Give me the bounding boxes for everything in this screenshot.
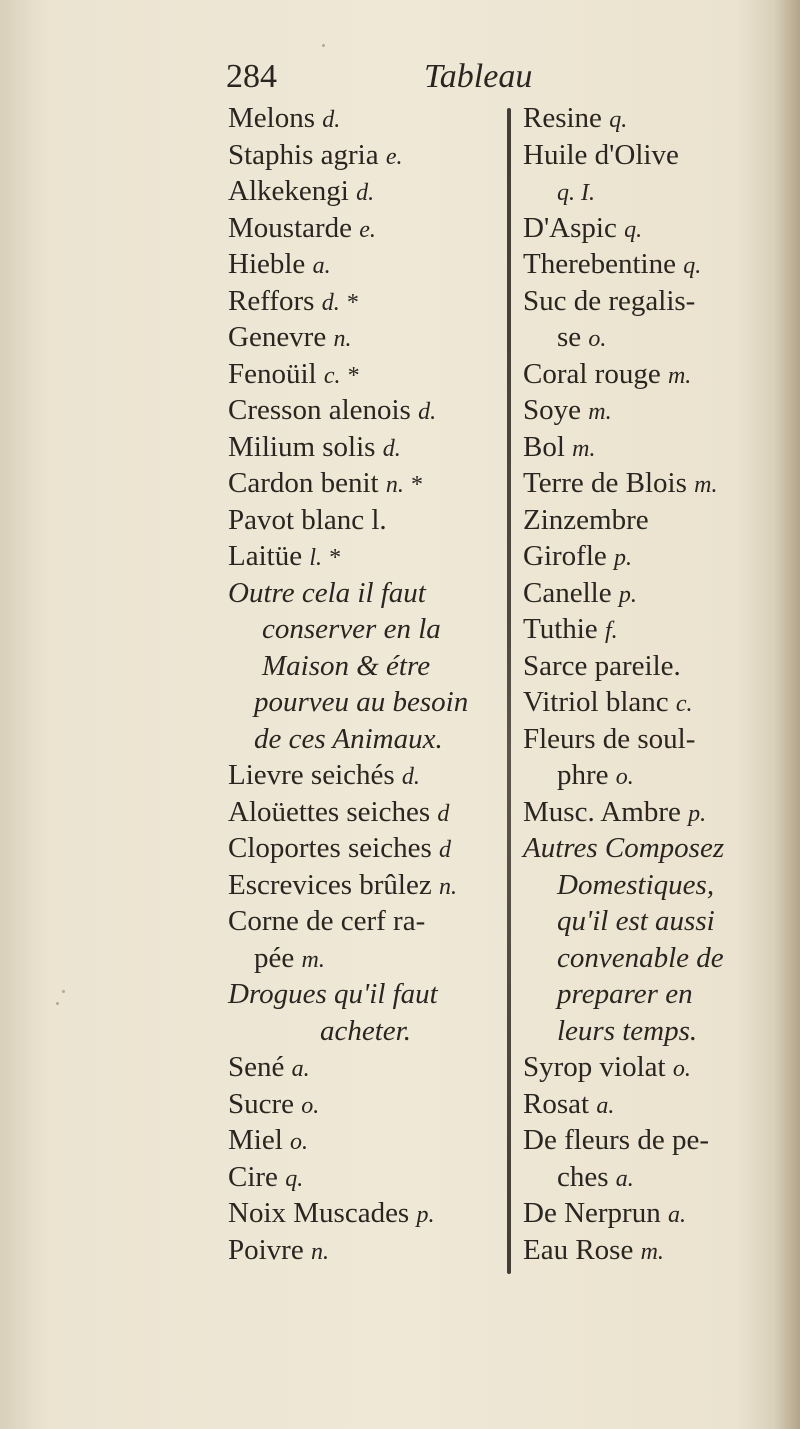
supplier-mark: d. <box>418 399 437 425</box>
entry-text: Cloportes seiches <box>228 832 440 864</box>
entry-text: Syrop violat <box>523 1051 673 1083</box>
entry-text: Fenoüil <box>228 357 324 390</box>
right-entry <box>523 1013 793 1050</box>
entry-text: Eau Rose <box>523 1233 641 1266</box>
supplier-mark: n. <box>310 1238 329 1265</box>
right-entry <box>523 1122 793 1159</box>
entry-text: Corne de cerf ra- <box>228 905 426 937</box>
supplier-mark: d. <box>401 764 420 790</box>
entry-text: preparer en <box>557 978 693 1010</box>
supplier-mark: q. I. <box>557 180 595 206</box>
entry-text: Vitriol blanc <box>523 686 676 718</box>
entry-text: phre <box>557 759 616 791</box>
entry-text: Terre de Blois <box>523 467 695 499</box>
entry-text: Miel <box>228 1124 291 1156</box>
left-entry <box>228 757 503 794</box>
entry-text: Bol <box>523 430 573 463</box>
paper-speck <box>62 990 65 993</box>
entry-text: se <box>557 321 589 353</box>
entry-text: ches <box>557 1160 616 1193</box>
entry-text: Cardon benit <box>228 467 386 499</box>
right-entry <box>523 465 793 502</box>
supplier-mark: q. <box>624 216 643 243</box>
supplier-mark: m. <box>301 946 325 973</box>
left-entry <box>228 137 503 174</box>
entry-text: Escrevices brûlez <box>228 868 439 901</box>
supplier-mark: d. <box>382 435 401 462</box>
right-entry <box>523 246 793 283</box>
right-entry <box>523 538 793 575</box>
right-entry <box>523 137 793 174</box>
entry-text: Genevre <box>228 321 334 353</box>
supplier-mark: o. <box>588 326 607 352</box>
left-entry <box>228 794 503 831</box>
left-entry <box>228 356 503 393</box>
entry-text: Cire <box>228 1160 286 1193</box>
left-column <box>228 100 503 1268</box>
right-entry <box>523 575 793 612</box>
entry-text: Rosat <box>523 1087 597 1120</box>
entry-text: Laitüe <box>228 540 310 572</box>
entry-text: conserver en la <box>262 613 441 645</box>
entry-text: Tuthie <box>523 613 605 645</box>
left-entry <box>228 1232 503 1269</box>
entry-text: Outre cela il faut <box>228 576 426 609</box>
supplier-mark: d <box>437 800 450 827</box>
supplier-mark: n. <box>333 326 352 352</box>
left-entry <box>228 1159 503 1196</box>
supplier-mark: p. <box>618 581 637 608</box>
left-entry <box>228 648 503 685</box>
right-entry <box>523 392 793 429</box>
left-entry <box>228 100 503 137</box>
right-entry <box>523 100 793 137</box>
left-entry <box>228 210 503 247</box>
entry-text: Milium solis <box>228 430 383 463</box>
right-entry <box>523 794 793 831</box>
supplier-mark: d. * <box>321 289 358 316</box>
left-entry <box>228 903 503 940</box>
supplier-mark: c. <box>675 691 693 717</box>
supplier-mark: p. <box>416 1202 435 1228</box>
supplier-mark: f. <box>604 618 618 644</box>
supplier-mark: d. <box>322 107 341 133</box>
supplier-mark: o. <box>301 1092 320 1119</box>
entry-text: pée <box>254 941 302 974</box>
left-entry <box>228 283 503 320</box>
right-entry <box>523 757 793 794</box>
left-entry <box>228 392 503 429</box>
right-entry <box>523 648 793 685</box>
entry-text: Sarce pareile. <box>523 649 681 682</box>
supplier-mark: e. <box>385 143 403 170</box>
right-entry <box>523 940 793 977</box>
supplier-mark: a. <box>667 1202 686 1228</box>
supplier-mark: p. <box>688 800 707 827</box>
right-entry <box>523 867 793 904</box>
entry-text: pourveu au besoin <box>254 686 469 718</box>
right-entry <box>523 903 793 940</box>
entry-text: Pavot blanc l. <box>228 503 387 536</box>
supplier-mark: a. <box>615 1165 634 1192</box>
entry-text: Noix Muscades <box>228 1197 417 1229</box>
entry-text: Moustarde <box>228 211 360 244</box>
left-entry <box>228 1013 503 1050</box>
left-entry <box>228 538 503 575</box>
right-entry <box>523 1159 793 1196</box>
right-entry <box>523 1049 793 1086</box>
supplier-mark: a. <box>312 253 331 279</box>
entry-text: Musc. Ambre <box>523 795 689 828</box>
supplier-mark: p. <box>614 545 632 571</box>
entry-text: Resine <box>523 102 610 134</box>
left-entry <box>228 246 503 283</box>
right-entry <box>523 1232 793 1269</box>
entry-text: Alkekengi <box>228 175 357 207</box>
left-entry <box>228 830 503 867</box>
left-entry <box>228 611 503 648</box>
entry-text: Melons <box>228 102 323 134</box>
entry-text: leurs temps. <box>557 1014 698 1047</box>
right-entry <box>523 319 793 356</box>
supplier-mark: d <box>439 837 452 863</box>
right-entry <box>523 502 793 539</box>
paper-speck <box>56 1002 59 1005</box>
supplier-mark: m. <box>588 399 612 425</box>
left-entry <box>228 1122 503 1159</box>
entry-text: Aloüettes seiches <box>228 795 438 828</box>
supplier-mark: o. <box>615 764 634 790</box>
right-entry <box>523 1086 793 1123</box>
supplier-mark: m. <box>572 435 596 462</box>
left-entry <box>228 976 503 1013</box>
right-entry <box>523 976 793 1013</box>
left-entry <box>228 465 503 502</box>
left-entry <box>228 502 503 539</box>
entry-text: Zinzembre <box>523 503 649 536</box>
supplier-mark: m. <box>694 472 718 498</box>
supplier-mark: l. * <box>309 545 340 571</box>
entry-text: Huile d'Olive <box>523 138 679 171</box>
right-entry <box>523 1195 793 1232</box>
supplier-mark: o. <box>672 1056 691 1082</box>
left-entry <box>228 684 503 721</box>
entry-text: Soye <box>523 394 589 426</box>
right-entry <box>523 830 793 867</box>
paper-speck <box>322 44 325 47</box>
right-entry <box>523 283 793 320</box>
entry-text: acheter. <box>320 1014 411 1047</box>
left-entry <box>228 1049 503 1086</box>
supplier-mark: d. <box>356 180 375 206</box>
entry-text: Staphis agria <box>228 138 386 171</box>
supplier-mark: a. <box>596 1092 615 1119</box>
entry-text: Autres Composez <box>523 832 725 864</box>
right-entry <box>523 356 793 393</box>
entry-text: qu'il est aussi <box>557 905 715 937</box>
right-entry <box>523 611 793 648</box>
entry-text: Sené <box>228 1051 292 1083</box>
entry-text: Maison & étre <box>262 649 431 682</box>
entry-text: Domestiques, <box>557 868 715 901</box>
supplier-mark: o. <box>290 1129 309 1155</box>
entry-text: convenable de <box>557 941 724 974</box>
supplier-mark: a. <box>291 1056 310 1082</box>
entry-text: Suc de regalis- <box>523 284 696 317</box>
supplier-mark: q. <box>609 107 628 133</box>
left-entry <box>228 173 503 210</box>
entry-text: De fleurs de pe- <box>523 1124 709 1156</box>
supplier-mark: q. <box>683 253 702 279</box>
left-entry <box>228 429 503 466</box>
supplier-mark: n. * <box>385 472 422 498</box>
entry-text: Lievre seichés <box>228 759 402 791</box>
left-entry <box>228 721 503 758</box>
left-entry <box>228 940 503 977</box>
right-entry <box>523 721 793 758</box>
running-title: Tableau <box>424 58 533 95</box>
column-divider-rule <box>507 108 511 1274</box>
entry-text: De Nerprun <box>523 1197 668 1229</box>
entry-text: Cresson alenois <box>228 394 419 426</box>
page-number: 284 <box>226 58 277 95</box>
entry-text: de ces Animaux. <box>254 722 443 755</box>
entry-text: Canelle <box>523 576 619 609</box>
right-entry <box>523 210 793 247</box>
left-entry <box>228 319 503 356</box>
supplier-mark: c. * <box>323 362 359 389</box>
entry-text: Fleurs de soul- <box>523 722 696 755</box>
entry-text: Coral rouge <box>523 357 668 390</box>
supplier-mark: n. <box>438 873 457 900</box>
left-entry <box>228 1195 503 1232</box>
supplier-mark: m. <box>640 1238 664 1265</box>
left-entry <box>228 575 503 612</box>
right-column <box>523 100 793 1268</box>
right-entry <box>523 684 793 721</box>
entry-text: D'Aspic <box>523 211 625 244</box>
entry-text: Poivre <box>228 1233 311 1266</box>
left-entry <box>228 867 503 904</box>
supplier-mark: e. <box>359 216 376 243</box>
right-entry <box>523 173 793 210</box>
entry-text: Drogues qu'il faut <box>228 978 438 1010</box>
entry-text: Girofle <box>523 540 614 572</box>
supplier-mark: m. <box>667 362 692 389</box>
right-entry <box>523 429 793 466</box>
entry-text: Therebentine <box>523 248 684 280</box>
entry-text: Reffors <box>228 284 322 317</box>
entry-text: Hieble <box>228 248 313 280</box>
entry-text: Sucre <box>228 1087 302 1120</box>
left-entry <box>228 1086 503 1123</box>
page-header <box>226 58 646 98</box>
supplier-mark: q. <box>285 1165 304 1192</box>
